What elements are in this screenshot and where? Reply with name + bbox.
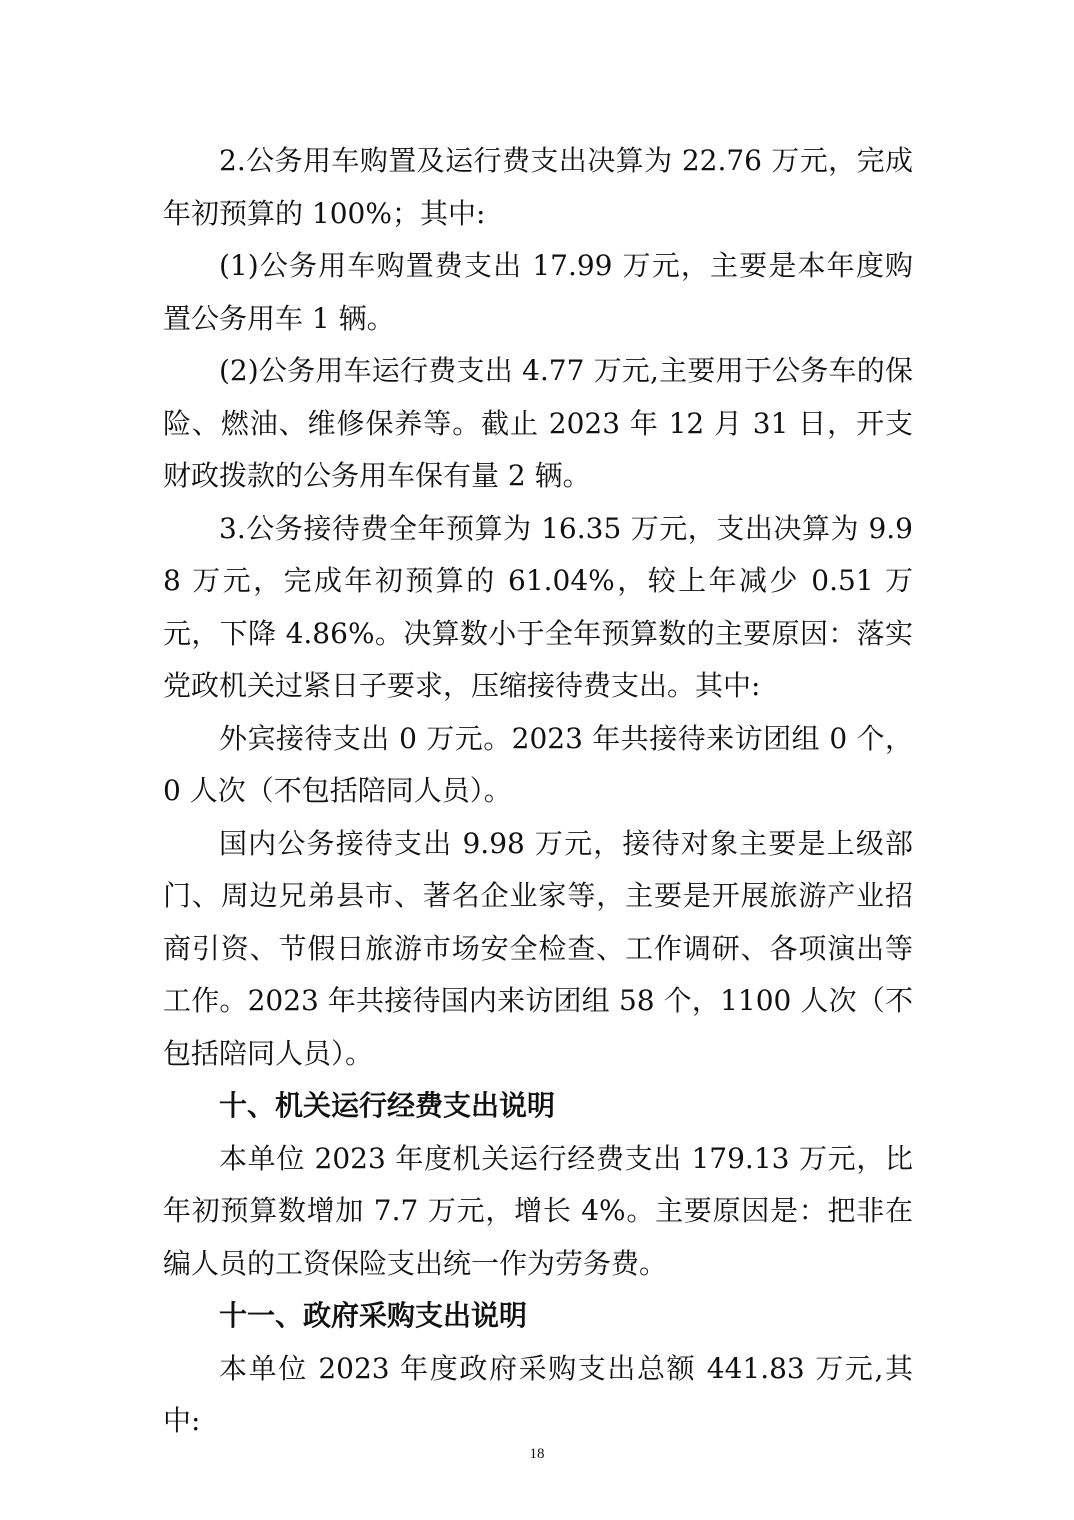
page-number: 18 <box>529 1446 545 1462</box>
paragraph-foreign-reception: 外宾接待支出 0 万元。2023 年共接待来访团组 0 个，0 人次（不包括陪同人员）。 <box>163 721 913 807</box>
document-page <box>163 135 913 1448</box>
paragraph-vehicle-purchase: (1)公务用车购置费支出 17.99 万元，主要是本年度购置公务用车 1 辆。 <box>163 249 913 335</box>
paragraph-domestic-reception: 国内公务接待支出 9.98 万元，接待对象主要是上级部门、周边兄弟县市、著名企业家等，主要是开展旅游产业招商引资、节假日旅游市场安全检查、工作调研、各项演出等工作。2023 年共接待国内来访团组 58 个，1100 人次（不包括陪同人员）。 <box>163 826 913 1070</box>
paragraph-operating-expenses: 本单位 2023 年度机关运行经费支出 179.13 万元，比年初预算数增加 7.7 万元，增长 4%。主要原因是：把非在编人员的工资保险支出统一作为劳务费。 <box>163 1141 913 1280</box>
paragraph-procurement: 本单位 2023 年度政府采购支出总额 441.83 万元,其中: <box>163 1351 913 1437</box>
paragraph-vehicle-expense: 2.公务用车购置及运行费支出决算为 22.76 万元，完成年初预算的 100%；其中: <box>163 144 913 230</box>
paragraph-vehicle-operation: (2)公务用车运行费支出 4.77 万元,主要用于公务车的保险、燃油、维修保养等。截止 2023 年 12 月 31 日，开支财政拨款的公务用车保有量 2 辆。 <box>163 354 913 492</box>
paragraph-reception-expense: 3.公务接待费全年预算为 16.35 万元，支出决算为 9.98 万元，完成年初预算的 61.04%，较上年减少 0.51 万元，下降 4.86%。决算数小于全年预算数的主要原因：落实党政机关过紧日子要求，压缩接待费支出。其中: <box>163 511 913 702</box>
section-heading-procurement: 十一、政府采购支出说明 <box>219 1299 528 1332</box>
section-heading-operating-expenses: 十、机关运行经费支出说明 <box>219 1089 556 1122</box>
